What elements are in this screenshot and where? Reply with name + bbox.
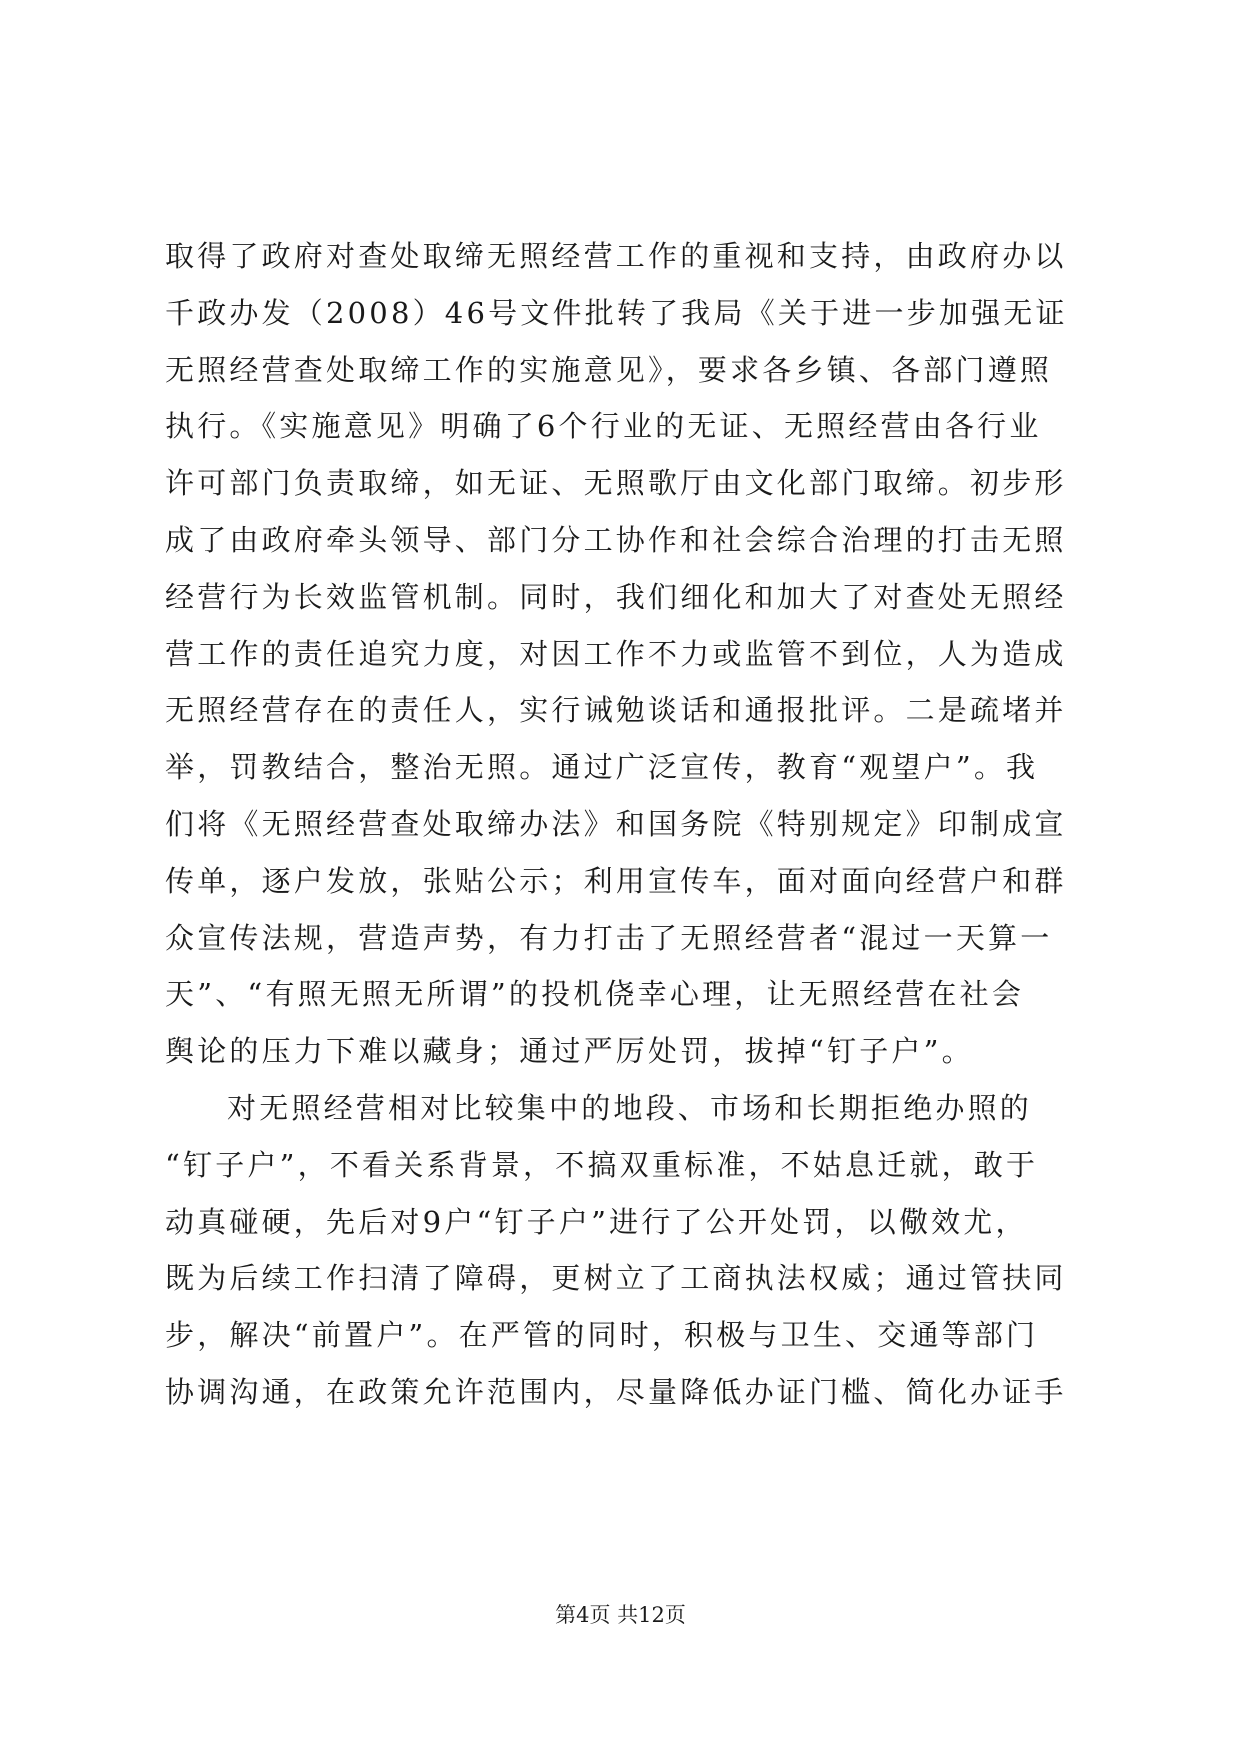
- text-line: 众宣传法规，营造声势，有力打击了无照经营者“混过一天算一: [165, 920, 1053, 955]
- text-line: 既为后续工作扫清了障碍，更树立了工商执法权威；通过管扶同: [165, 1261, 1067, 1296]
- text-line: 舆论的压力下难以藏身；通过严厉处罚，拔掉“钉子户”。: [165, 1034, 974, 1069]
- text-line: 营工作的责任追究力度，对因工作不力或监管不到位，人为造成: [165, 636, 1067, 671]
- paragraph-start-line: 对无照经营相对比较集中的地段、市场和长期拒绝办照的: [227, 1090, 1033, 1125]
- text-line: 无照经营查处取缔工作的实施意见》，要求各乡镇、各部门遵照: [165, 352, 1053, 387]
- text-line: 经营行为长效监管机制。同时，我们细化和加大了对查处无照经: [165, 579, 1067, 614]
- text-line: “钉子户”，不看关系背景，不搞双重标准，不姑息迁就，敢于: [165, 1147, 1039, 1182]
- text-line: 协调沟通，在政策允许范围内，尽量降低办证门槛、简化办证手: [165, 1374, 1067, 1409]
- text-line: 取得了政府对查处取缔无照经营工作的重视和支持，由政府办以: [165, 239, 1067, 273]
- text-line: 天”、“有照无照无所谓”的投机侥幸心理，让无照经营在社会: [165, 977, 1025, 1012]
- text-line: 成了由政府牵头领导、部门分工协作和社会综合治理的打击无照: [165, 522, 1067, 557]
- text-line: 动真碰硬，先后对9户“钉子户”进行了公开处罚，以儆效尤，: [165, 1204, 1028, 1239]
- body-text: [165, 228, 1080, 1421]
- text-line: 执行。《实施意见》明确了6个行业的无证、无照经营由各行业: [165, 409, 1042, 444]
- text-line: 无照经营存在的责任人，实行诫勉谈话和通报批评。二是疏堵并: [165, 693, 1067, 728]
- text-line: 许可部门负责取缔，如无证、无照歌厅由文化部门取缔。初步形: [165, 466, 1067, 501]
- text-line: 们将《无照经营查处取缔办法》和国务院《特别规定》印制成宣: [165, 806, 1067, 841]
- text-line: 步，解决“前置户”。在严管的同时，积极与卫生、交通等部门: [165, 1318, 1039, 1353]
- text-line: 千政办发（2008）46号文件批转了我局《关于进一步加强无证: [165, 295, 1068, 330]
- text-line: 举，罚教结合，整治无照。通过广泛宣传，教育“观望户”。我: [165, 750, 1039, 785]
- page-number-footer: 第4页 共12页: [555, 1603, 686, 1627]
- text-line: 传单，逐户发放，张贴公示；利用宣传车，面对面向经营户和群: [165, 863, 1067, 898]
